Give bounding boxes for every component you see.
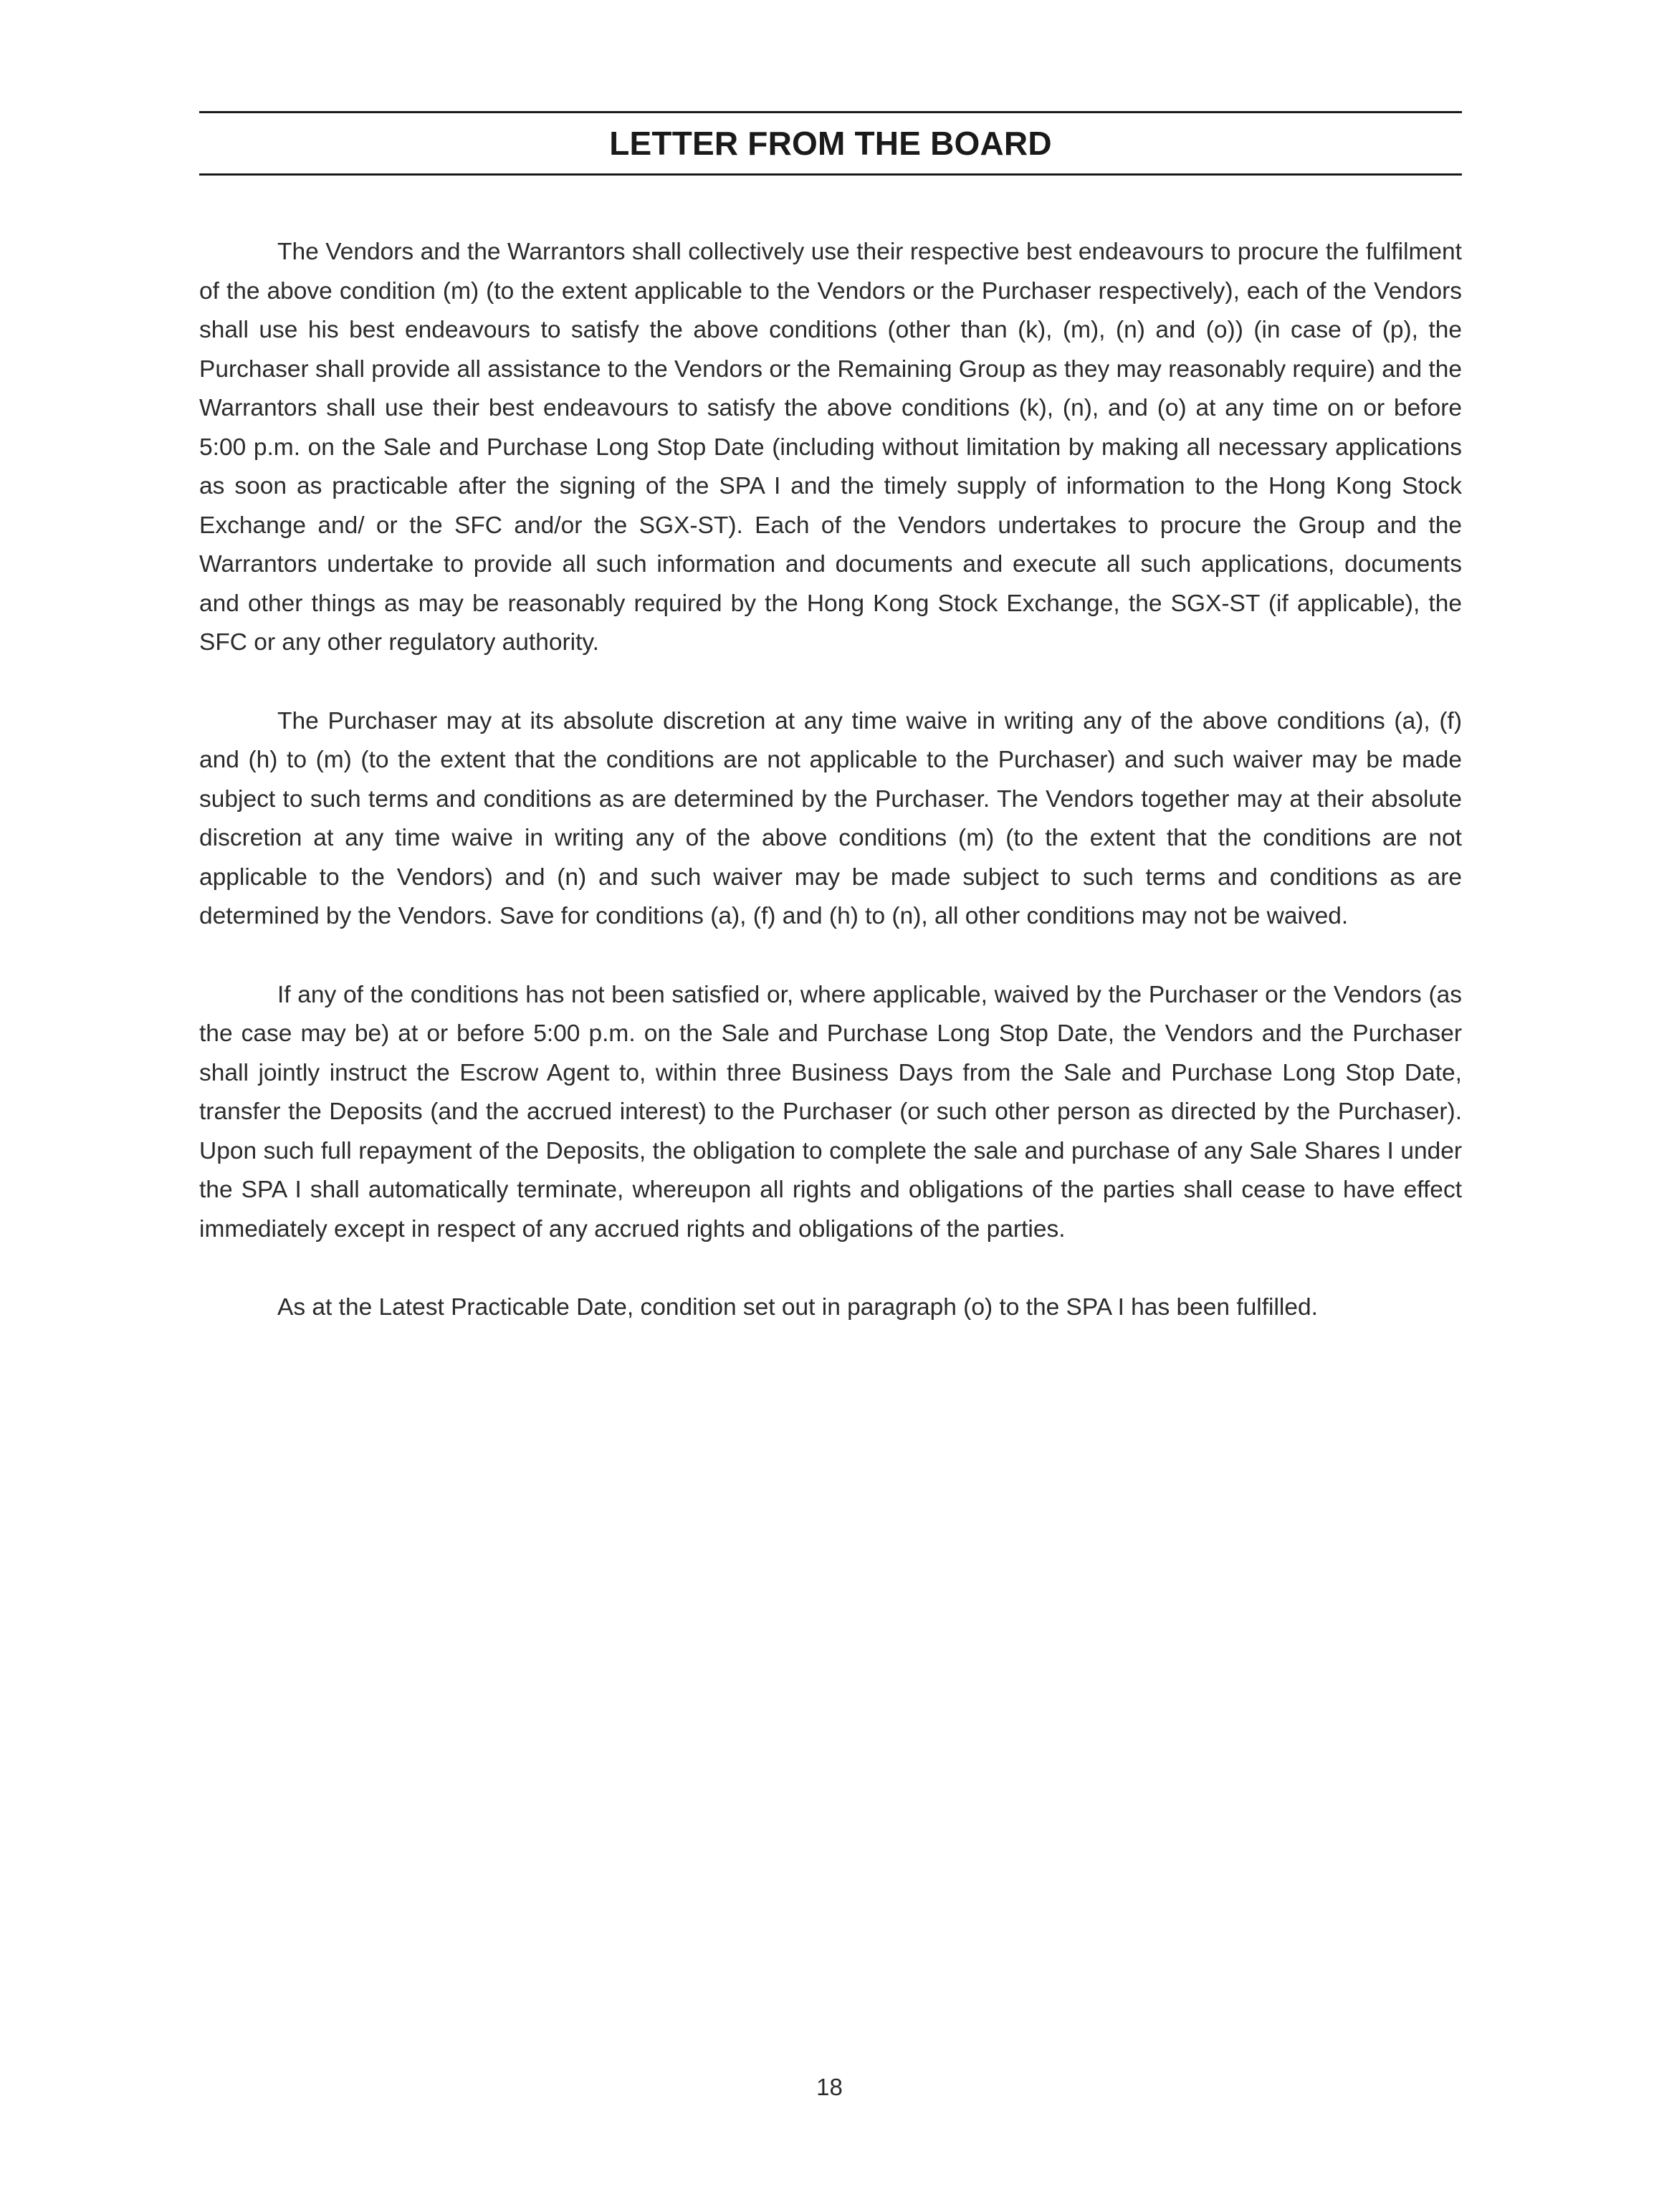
- paragraph-endeavours: The Vendors and the Warrantors shall collectively use their respective best endeavours to procure the fulfilment of the above condition (m) (to the extent applicable to the Vendors or the Purchaser respectively), each of the Vendors shall use his best endeavours to satisfy the above conditions (other than (k), (m), (n) and (o)) (in case of (p), the Purchaser shall provide all assistance to the Vendors or the Remaining Group as they may reasonably require) and the Warrantors shall use their best endeavours to satisfy the above conditions (k), (n), and (o) at any time on or before 5:00 p.m. on the Sale and Purchase Long Stop Date (including without limitation by making all necessary applications as soon as practicable after the signing of the SPA I and the timely supply of information to the Hong Kong Stock Exchange and/ or the SFC and/or the SGX-ST). Each of the Vendors undertakes to procure the Group and the Warrantors undertake to provide all such information and documents and execute all such applications, documents and other things as may be reasonably required by the Hong Kong Stock Exchange, the SGX-ST (if applicable), the SFC or any other regulatory authority.: [199, 239, 1462, 656]
- page-number: 18: [816, 2074, 843, 2100]
- header-top-rule: [199, 111, 1462, 113]
- header-bottom-rule: [199, 173, 1462, 176]
- paragraph-long-stop: If any of the conditions has not been satisfied or, where applicable, waived by the Purchaser or the Vendors (as the case may be) at or before 5:00 p.m. on the Sale and Purchase Long Stop Date, the Vendors and the Purchaser shall jointly instruct the Escrow Agent to, within three Business Days from the Sale and Purchase Long Stop Date, transfer the Deposits (and the accrued interest) to the Purchaser (or such other person as directed by the Purchaser). Upon such full repayment of the Deposits, the obligation to complete the sale and purchase of any Sale Shares I under the SPA I shall automatically terminate, whereupon all rights and obligations of the parties shall cease to have effect immediately except in respect of any accrued rights and obligations of the parties.: [199, 981, 1462, 1243]
- paragraph-waiver: The Purchaser may at its absolute discretion at any time waive in writing any of the above conditions (a), (f) and (h) to (m) (to the extent that the conditions are not applicable to the Purchaser) and such waiver may be made subject to such terms and conditions as are determined by the Purchaser. The Vendors together may at their absolute discretion at any time waive in writing any of the above conditions (m) (to the extent that the conditions are not applicable to the Vendors) and (n) and such waiver may be made subject to such terms and conditions as are determined by the Vendors. Save for conditions (a), (f) and (h) to (n), all other conditions may not be waived.: [199, 707, 1462, 929]
- letter-body: [199, 233, 1462, 1367]
- paragraph-fulfilled: As at the Latest Practicable Date, condition set out in paragraph (o) to the SPA I has been fulfilled.: [277, 1294, 1318, 1321]
- page-header: [199, 111, 1462, 176]
- page-title: LETTER FROM THE BOARD: [609, 125, 1052, 162]
